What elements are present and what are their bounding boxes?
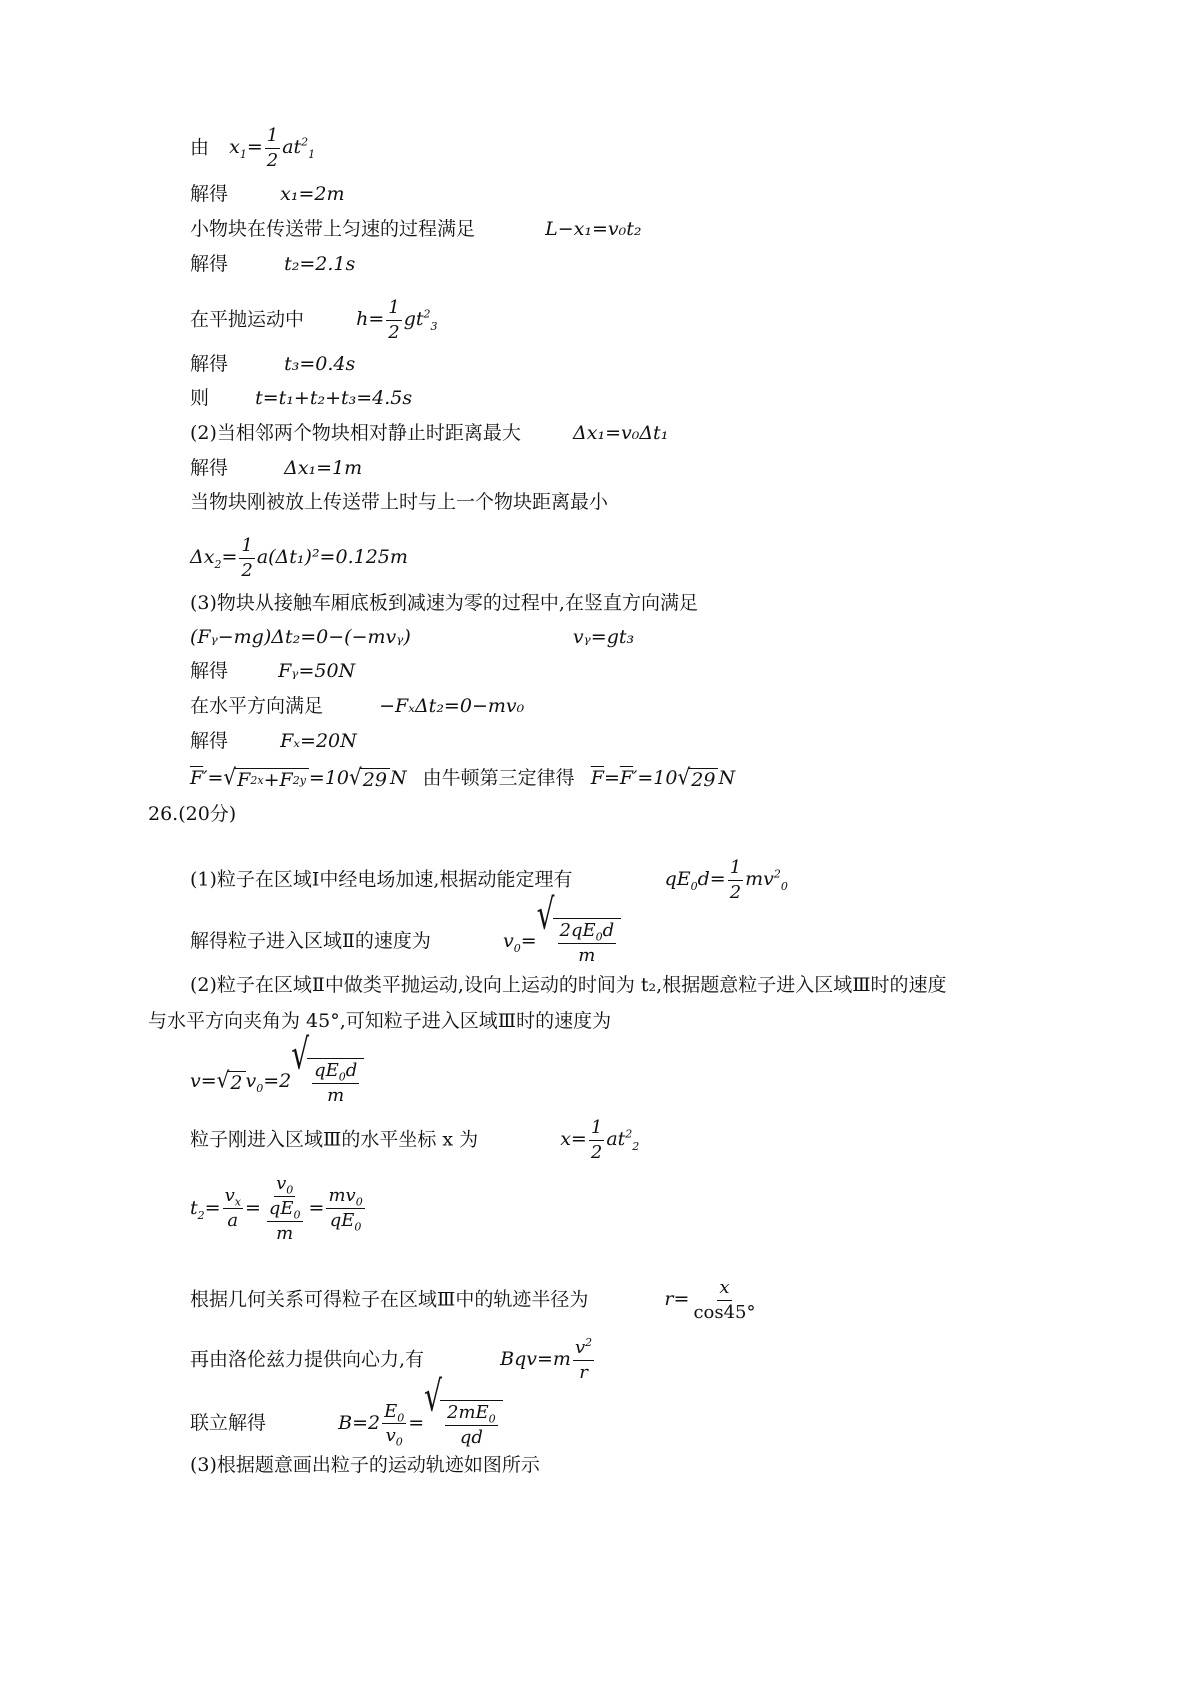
- line-16-formula: Fₓ=20N: [280, 730, 357, 752]
- line-14-text: 解得: [190, 660, 229, 682]
- line-01-text: 由: [190, 136, 210, 159]
- line-04-text: 解得: [190, 253, 229, 275]
- line-02-text: 解得: [190, 183, 229, 205]
- line-24-text: 粒子刚进入区域Ⅲ的水平坐标 x 为: [190, 1128, 479, 1151]
- line-06-text: 解得: [190, 353, 229, 375]
- line-15: [190, 697, 524, 716]
- line-05: [190, 298, 438, 343]
- line-21-text: (2)粒子在区域Ⅱ中做类平抛运动,设向上运动的时间为 t₂,根据题意粒子进入区域Ⅲ时的速度: [190, 974, 947, 996]
- line-19-text: (1)粒子在区域Ⅰ中经电场加速,根据动能定理有: [190, 868, 573, 891]
- line-19: [190, 858, 788, 903]
- line-28: [190, 1371, 503, 1449]
- line-29: [190, 1456, 540, 1475]
- line-07: [190, 389, 412, 408]
- line-27-formula: Bqv=m $\frac{v^2}{r}$: [500, 1336, 593, 1383]
- line-24: [190, 1118, 639, 1163]
- line-19-formula: $qE_0d=$ $\frac{1}{2}$ $mv^2_0$: [664, 857, 788, 903]
- line-09: [190, 459, 362, 478]
- line-03-formula: L−x₁=v₀t₂: [545, 218, 642, 240]
- line-17: [190, 763, 736, 791]
- line-17-formula-right: $\overline{F}=\overline{F}'=10$ √ 29 N: [590, 763, 736, 791]
- line-17-formula-left: $\overline{F}'=$ √ F 2 x +F 2 y =10 √ 29 N: [190, 763, 407, 791]
- line-05-formula: h= $\frac{1}{2}$ $gt^2_3$: [356, 297, 438, 343]
- line-27: [190, 1338, 596, 1383]
- line-25: [190, 1174, 367, 1243]
- line-12-text: (3)物块从接触车厢底板到减速为零的过程中,在竖直方向满足: [190, 592, 698, 614]
- line-28-formula: B=2 $\frac{E_0}{v_0}$ = √ $\frac{2mE_0}{qd}$: [338, 1412, 503, 1434]
- line-20-text: 解得粒子进入区域Ⅱ的速度为: [190, 929, 431, 952]
- line-24-formula: x= $\frac{1}{2}$ $at^2_2$: [560, 1117, 640, 1163]
- line-13-formula: (Fᵧ−mg)Δt₂=0−(−mvᵧ): [190, 626, 411, 648]
- line-16: [190, 732, 357, 751]
- line-14: [190, 662, 355, 681]
- line-22-text: 与水平方向夹角为 45°,可知粒子进入区域Ⅲ时的速度为: [148, 1010, 612, 1032]
- line-17-text: 由牛顿第三定律得: [422, 767, 575, 789]
- line-15-formula: −FₓΔt₂=0−mv₀: [379, 695, 525, 717]
- line-09-text: 解得: [190, 457, 229, 479]
- line-20: [190, 889, 621, 966]
- line-04-formula: t₂=2.1s: [284, 253, 356, 275]
- line-01-formula: $x_1=$ $\frac{1}{2}$ $at^2_1$: [229, 125, 316, 171]
- line-21: [190, 976, 947, 995]
- line-29-text: (3)根据题意画出粒子的运动轨迹如图所示: [190, 1454, 540, 1476]
- line-20-formula: $v_0=$ √ $\frac{2qE_0d}{m}$: [503, 930, 621, 952]
- line-27-text: 再由洛伦兹力提供向心力,有: [190, 1348, 425, 1371]
- line-06: [190, 355, 355, 374]
- line-11-formula: $\Delta x_2=$ $\frac{1}{2}$ a(Δt₁)²=0.125m: [190, 535, 408, 581]
- line-26-formula: r= $\frac{x}{\cos 45^\circ}$: [664, 1277, 756, 1323]
- line-03: [190, 220, 642, 239]
- line-22: [148, 1012, 611, 1031]
- line-01: [190, 126, 315, 171]
- line-07-text: 则: [190, 387, 210, 409]
- line-28-text: 联立解得: [190, 1411, 267, 1434]
- line-07-formula: t=t₁+t₂+t₃=4.5s: [255, 387, 413, 409]
- line-02-formula: x₁=2m: [280, 183, 345, 205]
- line-08-text: (2)当相邻两个物块相对静止时距离最大: [190, 422, 521, 444]
- line-03-text: 小物块在传送带上匀速的过程满足: [190, 218, 476, 240]
- line-13: [190, 628, 634, 647]
- line-10-text: 当物块刚被放上传送带上时与上一个物块距离最小: [190, 491, 609, 513]
- line-10: [190, 493, 608, 512]
- line-11: [190, 536, 408, 581]
- line-08-formula: Δx₁=v₀Δt₁: [573, 422, 669, 444]
- line-25-formula: $t_2=$ $\frac{v_x}{a}$ = $\frac{v_0}{\frac{qE_0}{m}}$ = $\frac{mv_0}{qE_0}$: [190, 1173, 363, 1244]
- line-02: [190, 185, 344, 204]
- line-23-formula: v= √ 2 $v_0=2$ √ $\frac{qE_0d}{m}$: [190, 1070, 364, 1092]
- line-06-formula: t₃=0.4s: [284, 353, 356, 375]
- line-09-formula: Δx₁=1m: [284, 457, 363, 479]
- line-11-formula-tail: a(Δt₁)²=0.125m: [256, 546, 408, 569]
- question-26-label: 26.(20分): [148, 803, 237, 825]
- line-12: [190, 594, 698, 613]
- line-14-formula: Fᵧ=50N: [278, 660, 356, 682]
- line-26: [190, 1278, 760, 1323]
- line-23: [190, 1029, 364, 1106]
- line-26-text: 根据几何关系可得粒子在区域Ⅲ中的轨迹半径为: [190, 1288, 589, 1311]
- line-15-text: 在水平方向满足: [190, 695, 324, 717]
- line-04: [190, 255, 355, 274]
- line-16-text: 解得: [190, 730, 229, 752]
- question-26-heading: [148, 805, 236, 824]
- line-05-text: 在平抛运动中: [190, 308, 305, 331]
- line-13-formula-2: vᵧ=gt₃: [572, 626, 635, 648]
- line-08: [190, 424, 668, 443]
